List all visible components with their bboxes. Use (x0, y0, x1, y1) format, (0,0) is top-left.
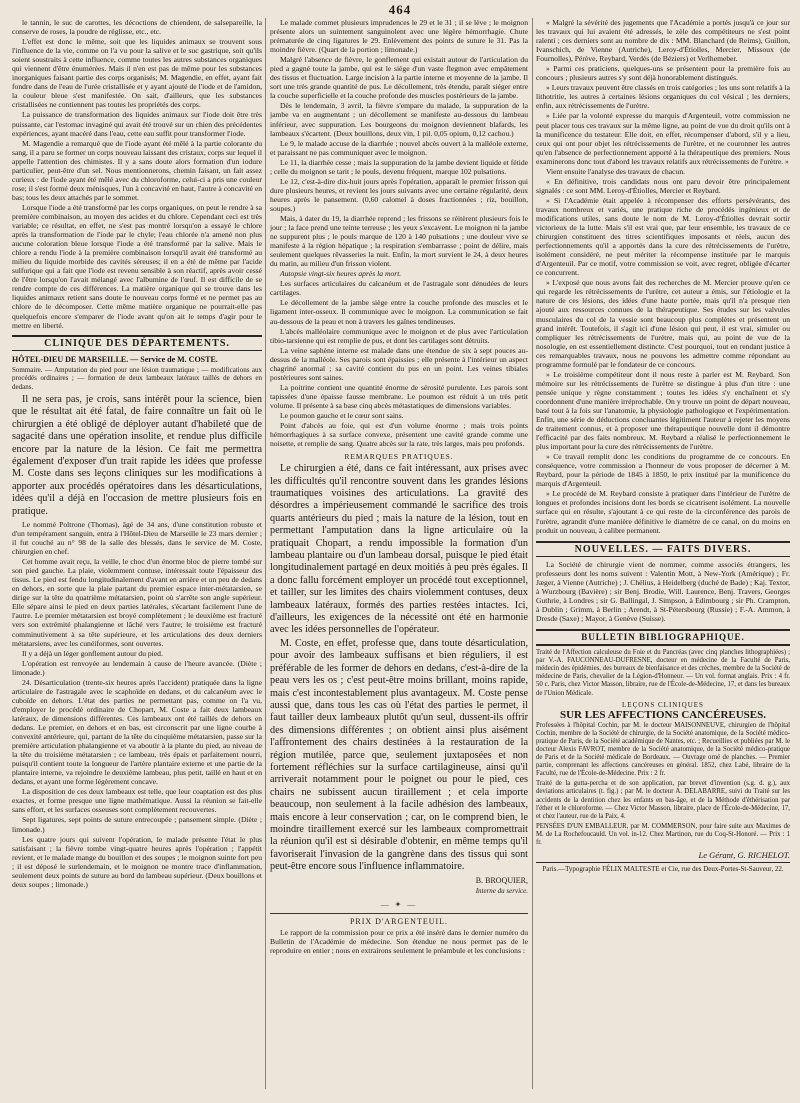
paragraph: La puissance de transformation des liquides animaux sur l'iode doit être très puissante, car l'estomac invaginé qui avait été trouvé sur un chien des précédentes expériences, ayant macéré dans l'eau, cette eau suffit pour transformer l'iode. (12, 110, 262, 138)
paragraph: » Liée par la volonté expresse du marquis d'Argenteuil, votre commission ne peut placer tous ces travaux sur la même ligne, au point de vue du droit qu'ils ont à la munificence du testateur. Elle doit, en effet, récompenser d'abord, s'il y a lieu, ceux qui ont pour objet les rétrécissements de l'urètre, et ne couronner les autres qu'en l'absence de perfectionnement apporté à la thérapeutique des premiers. Nous examinerons donc tout d'abord les travaux relatifs aux rétrécissements de l'urètre. » (536, 111, 790, 166)
paragraph: Les quatre jours qui suivent l'opération, le malade présente l'état le plus satisfaisant ; la fièvre tombe vingt-quatre heures après l'opération ; l'appétit revient, et le malade mange du bouillon et des soupes ; le moignon suinte fort peu ; il est déposé le surlendemain, et le moignon ne montre trace d'inflammation, seulement deux points de suture au bord du lambeau supérieur. (Deux bouillons et deux soupes ; limonade.) (12, 834, 262, 889)
paragraph: » Si l'Académie était appelée à récompenser des efforts persévérants, des travaux nombreux et variés, une pratique riche de procédés ingénieux et de modifications utiles, sans doute le nom de M. Leroy-d'Étiolles devrait sortir victorieux de la lutte. Mais s'il est vrai que, par leur ensemble, les travaux de ce chirurgien constituent des titres scientifiques imposants et réels, aucun des perfectionnements qu'il a apportés dans la cure des rétrécissements de l'urètre, isolément considéré, ne peut mériter la récompense instituée par le marquis d'Argenteuil. Par ce motif, votre commission se voit, avec regret, obligée d'écarter ce concurrent. (536, 195, 790, 278)
paragraph: Cet homme avait reçu, la veille, le choc d'un énorme bloc de pierre tombé sur son pied gauche. La plaie, violemment contuse, intéressait toute l'épaisseur des tissus. Le pied est fendu longitudinalement d'avant en arrière et un peu de dedans en dehors, en sorte que la plaie partant du premier espace inter-métatarsien, se dirige sur la tête du quatrième métatarsien, point où s'arrête son angle supérieur. Elle sépare ainsi le pied en deux parties latérales, s'écartant facilement l'une de l'autre. Le premier métatarsien est broyé complètement ; le deuxième est fracturé vers son extrémité phalangienne et lâché vers l'autre; le troisième est fracturé comminutivement à sa tête supérieure, et les articulations des deux derniers métatarsiens, avec les cunéiformes, sont ouvertes. (12, 557, 262, 648)
ornamental-separator: — ✦ — (380, 899, 418, 909)
paragraph: » Le troisième compétiteur dont il nous reste à parler est M. Reybard. Son mémoire sur les rétrécissements de l'urètre se distingue à plus d'un titre : une pensée unique y règne constamment ; toutes les idées s'y enchaînent et s'y coordonnent d'une manière irréprochable. On y trouve un point de départ nouveau, basé tout à la fois sur l'anatomie, la physiologie pathologique et l'expérimentation. Enfin, une série de déductions concluantes légitiment l'auteur à rejeter les moyens de traitement connus, et à proposer une thérapeutique nouvelle dont il démontre l'efficacité par des faits nombreux. M. Reybard a réalisé le perfectionnement le plus important pour la cure des rétrécissements de l'urètre. (536, 369, 790, 452)
paragraph: Le décollement de la jambe siège entre la couche profonde des muscles et le ligament inter-osseux. Il communique avec le moignon. La communication se fait au-dessous de la peau et non à travers les gaînes tendineuses. (270, 298, 528, 326)
paragraph: Lorsque l'iode a été transformé par les corps organiques, on peut le rendre à sa première combinaison, au moyen des acides et du chlore. Cependant ceci est très variable; ce résultat, en effet, ne s'est pas montré lorsqu'on a essayé le chlore après la transformation de l'iode par le chyle; l'eau chlorée n'a amené non plus aucune coloration bleue lorsque l'iode a été transformé par la salive. Mais le chlore a rendu l'iode à la première combinaison lorsqu'il avait été transformé au milieu du liquide morbide des cavités séreuses; il en a été de même par l'acide sulfurique qui a fait que l'iode est revenu sensible à son réactif, après avoir cessé de l'être lorsqu'on l'avait mélangé avec l'albumine de l'œuf. Il est difficile de se rendre compte de ces différences. La matière organique qui se trouve dans les liquides animaux retient sans doute le nouveau corps formé et ne permet pas au chlore de le décomposer. Cette même matière organique ne pourrait-elle pas quelquefois encore s'emparer de l'iode avant qu'on ait le temps d'agir pour le mettre en liberté. (12, 202, 262, 330)
column-left (12, 18, 262, 1089)
paragraph: L'opération est renvoyée au lendemain à cause de l'heure avancée. (Diète ; limonade.) (12, 658, 262, 677)
column-right (536, 18, 790, 1089)
section-heading-clinique: CLINIQUE DES DÉPARTEMENTS. (12, 335, 262, 351)
paragraph: » Leurs travaux peuvent être classés en trois catégories ; les uns sont relatifs à la lithotritie, les autres à certaines lésions organiques du col vésical ; les derniers, enfin, aux rétrécissements de l'urètre. (536, 83, 790, 111)
hospital-heading: HÔTEL-DIEU DE MARSEILLE. — Service de M. COSTE. (12, 354, 218, 364)
column-rule (265, 18, 266, 1089)
column-middle (270, 18, 528, 1089)
paragraph: Il ne sera pas, je crois, sans intérêt pour la science, bien que le résultat ait été fatal, de faire connaître un fait où le chirurgien a été obligé de déployer autant d'habileté que de sagacité dans une opération insolite, et rendue plus difficile encore par la nature de la lésion. Ce fait me permettra également d'exposer d'un trait rapide les idées que professe M. Coste dans ses leçons cliniques sur les modifications à apporter aux procédés opératoires dans les désarticulations, idées qu'il a déjà en l'occasion de mettre plusieurs fois en pratique. (12, 393, 262, 517)
paragraph: Le chirurgien a été, dans ce fait intéressant, aux prises avec les difficultés qu'il rencontre souvent dans les grandes lésions traumatiques voisines des articulations. La gravité des désordres a impérieusement commandé le sacrifice des trois quarts antérieurs du pied ; mais la nature de la lésion, tout en permettant l'amputation dans la ligne articulaire où la pratiquait Chopart, a rendu impossible la formation d'un lambeau plantaire ou d'un lambeau dorsal, puisque le pied était longitudinalement partagé en deux moitiés à peu près égales. Il a donc fallu forcément employer un procédé tout exceptionnel, et tailler, sur les limites des chairs violemment contuses, deux lambeaux latéraux, formés des parties restées intactes. Ici, d'ailleurs, les exigences de la nécessité ont été en harmonie avec les idées personnelles de l'opérateur. (270, 463, 528, 636)
bulletin-bibliographique-heading: BULLETIN BIBLIOGRAPHIQUE. (536, 629, 790, 646)
bibliography-entry: Traité de l'Affection calculeuse du Foie et du Pancréas (avec cinq planches lithographiées) ; par V.-A. FAUCONNEAU-DUFRESNE, docteur en médecine de la Faculté de Paris, médecin des épidémies, des bureaux de bienfaisance et des crèches, membre de la Société de médecine de Paris, chevalier de la Légion-d'Honneur. — Un vol. format anglais. Prix : 4 fr. 50 c. Paris, chez Victor Masson, libraire, rue de l'École-de-Médecine, 17, et dans les bureaux de l'Union Médicale. (536, 649, 790, 697)
bibliography-entry: PENSÉES D'UN EMBALLEUR, par M. COMMERSON, pour faire suite aux Maximes de M. de La Rochefoucauld. Un vol. in-12. Chez Martinon, rue du Coq-St-Honoré. — Prix : 1 fr. (536, 822, 790, 847)
paragraph: Le 12, c'est-à-dire dix-huit jours après l'opération, apparaît le premier frisson qui dure plusieurs heures, et revient les jours suivants avec une certaine régularité, deux heures après le pansement. (0,60 calomel à doses fractionnées ; riz, bouillon, soupes.) (270, 176, 528, 213)
summary: Sommaire. — Amputation du pied pour une lésion traumatique ; — modifications aux procédés ordinaires ; — formation de deux lambeaux latéraux taillés de dehors en dedans. (12, 365, 262, 391)
paragraph: Mais, à dater du 19, la diarrhée reprend ; les frissons se réitèrent plusieurs fois le jour ; la face prend une teinte terreuse ; les yeux s'excavent. Le moignon ni la jambe ne suppurent plus ; le pouls marque de 120 à 140 pulsations ; une douleur vive se manifeste à la région hépatique ; la respiration s'embarrasse ; point de délire, mais seulement quelques rêvasseries la nuit. Enfin, la mort survient le 24, à deux heures du matin, au milieu d'un frisson violent. (270, 213, 528, 269)
lecons-heading: LEÇONS CLINIQUES (622, 700, 704, 709)
paragraph: Malgré l'absence de fièvre, le gonflement qui existait autour de l'articulation du pied a gagné toute la jambe, qui est le siège d'un vaste flegmon avec empâtement des tissus et fluctuation. Large incision à la partie interne et moyenne de la jambe. Il sort une très grande quantité de pus. Le décollement, très étendu, paraît siéger entre la couche superficielle et la couche profonde des muscles postérieurs de la jambe. (270, 55, 528, 101)
paragraph: » L'exposé que nous avons fait des recherches de M. Mercier prouve qu'en ce qui regarde les rétrécissements de l'urètre, cet auteur a émis, sur l'étiologie et la nature de ces lésions, des idées d'une haute portée, mais qu'il n'a presque rien ajouté aux ressources connues de la thérapeutique. Ses études sur les valvules musculaires du col de la vessie sont beaucoup plus complètes et présentent un grand intérêt. Toutefois, il s'agit ici d'une lésion qui peut, il est vrai, simuler ou compliquer les rétrécissements de l'urètre, mais qui, au point de vue de la nosologie, en est essentiellement distincte. C'est pourquoi, tout en rendant justice à ces remarquables travaux, nous ne pouvons les admettre comme répondant au programme formulé par le fondateur de ce concours. (536, 278, 790, 369)
paragraph: 24. Désarticulation (trente-six heures après l'accident) pratiquée dans la ligne articulaire de l'astragale avec le scaphoïde en dedans, et du calcanéum avec le cuboïde en dehors. L'état des parties ne permettant pas, comme on l'a vu, d'employer le procédé ordinaire de Chopart, M. Coste a fait deux lambeaux latéraux, de dimensions différentes. Ces lambeaux ont été taillés de dehors en dedans. Le premier, en dehors et en bas, est circonscrit par une ligne courbe à convexité antérieure, qui, partant de la tête du cinquième métatarsien, passe sur la première articulation phalangienne et va aboutir à la plante du pied, au niveau de la tête du troisième métatarsien ; ce lambeau, très épais et parfaitement nourri, puisqu'il contient toute la longueur de l'artère plantaire externe et une partie de la plantaire interne, va rejoindre le deuxième lambeau, plus petit, taillé en haut et en dedans, et ayant une forme légèrement concave. (12, 677, 262, 787)
author-signature: B. BROQUIER, (475, 875, 528, 885)
paragraph: Le nommé Poltrone (Thomas), âgé de 34 ans, d'une constitution robuste et d'un tempérament sanguin, entra à l'Hôtel-Dieu de Marseille le 23 mars dernier ; il fut couché au n° 98 de la salle des blessés, dans le service de M. Coste, chirurgien en chef. (12, 519, 262, 557)
intro-block (12, 394, 262, 518)
paragraph: M. Magendie a remarqué que de l'iode ayant été mêlé à la partie colorante du sang, il a paru se former un corps nouveau laissant des cristaux, corps sur lequel il appelle l'attention des chimistes. Il y a sans doute alors formation d'un iodure particulier, peut-être d'un sel. Nous mentionnerons, chemin faisant, un fait assez curieux : de l'iode ayant été mêlé avec du chloroforme, celui-ci a pris une couleur rose; il s'est formé deux ménisques, l'un à concavité en haut, l'autre à concavité en bas; tous les deux attachés par le sommet. (12, 138, 262, 202)
paragraph: Il y a déjà un léger gonflement autour du pied. (22, 648, 163, 658)
paragraph: » Ce travail remplit donc les conditions du programme de ce concours. En conséquence, votre commission a l'honneur de vous proposer de décerner à M. Reybard, pour la période de 1845 à 1850, le prix institué par la munificence du marquis d'Argenteuil. (536, 452, 790, 489)
paragraph: Sept ligatures, sept points de suture entrecoupée ; pansement simple. (Diète ; limonade.) (12, 815, 262, 834)
paragraph: La disposition de ces deux lambeaux est telle, que leur coaptation est des plus exactes, et forme presque une ligne mathématique. Aussi la réunion se fait-elle sans effort, et les surfaces osseuses sont complètement recouvertes. (12, 787, 262, 815)
paragraph: La Société de chirurgie vient de nommer, comme associés étrangers, les professeurs dont les noms suivent : Valentin Mott, à New-York (Amérique) ; Fr. Jæger, à Vienne (Autriche) ; J. Chélius, à Heidelberg (duché de Bade) ; Kaj. Textor, à Wurzbourg (Bavière) ; sir Benj. Brodie, Will. Laurence, Benj. Travers, Georges Guthrie, à Londres ; sir G. Ballingal, J. Simpson, à Edimbourg ; sir Ph. Crampton, à Dublin ; Grimm, à Berlin ; Arendt, à St-Pétersbourg (Russie) ; F.-A. Ammon, à Dresde (Saxe) ; Mayor, à Genève (Suisse). (536, 559, 790, 623)
paragraph: M. Coste, en effet, professe que, dans toute désarticulation, pour avoir des lambeaux suffisans et bien réguliers, il est préférable de les former de dehors en dedans, c'est-à-dire de la peau vers les os ; c'est peut-être moins brillant, moins rapide, mais c'est incontestablement plus avantageux. M. Coste pense aussi que, dans tous les cas où l'état des parties le permet, il faut tailler deux lambeaux plutôt qu'un seul, dussent-ils offrir des dimensions différentes ; on obtient ainsi plus aisément l'affrontement des chairs destinées à la restauration de la région mutilée, parce que, seulement juxtaposées et non fortement réfléchies sur la surface cartilagineuse, ainsi qu'il arriverait notamment pour le poignet ou pour le pied, ces chairs ne subissent aucun tiraillement ; et cela importe beaucoup, non seulement à la facile adhésion des lambeaux, mais encore à leur conservation ; car, on le comprend bien, le moindre tiraillement exercé sur les lambeaux compromettrait la réunion qu'il est si désirable d'obtenir, en même temps qu'il favoriserait l'invasion de la gangrène dans des tissus qui sont peut-être encore sous l'influence inflammatoire. (270, 637, 528, 873)
remarks-block (270, 463, 528, 873)
autopsy-heading: Autopsie vingt-six heures après la mort. (280, 269, 402, 279)
paragraph: Le rapport de la commission pour ce prix a été inséré dans le dernier numéro du Bulletin de l'Académie de médecine. Son étendue ne nous permet pas de le reproduire en entier ; nous en extrairons seulement le préambule et les conclusions : (270, 927, 528, 955)
paragraph: » Le procédé de M. Reybard consiste à pratiquer dans l'intérieur de l'urètre de longues et profondes incisions dont les bords se cicatrisent isolément. La nouvelle surface qui en résulte, s'ajoutant à ce qui reste de la circonférence des parois de l'urètre, agrandit d'une manière définitive le diamètre de ce canal, on du moins en produit un nouveau, à calibre permanent. (536, 489, 790, 535)
paragraph: Le 11, la diarrhée cesse ; mais la suppuration de la jambe devient liquide et fétide ; celle du moignon se tarit ; le pouls, devenu fréquent, marque 102 pulsations. (270, 157, 528, 176)
paragraph: Le 9, le malade accuse de la diarrhée ; nouvel abcès ouvert à la malléole externe, et paraissant ne pas communiquer avec le moignon. (270, 138, 528, 157)
paragraph: Dès le lendemain, 3 avril, la fièvre s'empare du malade, la suppuration de la jambe va en augmentant ; un décollement se manifeste au-dessous du lambeau inférieur, avec suppuration. Les bourgeons du moignon deviennent blafards, les lambeaux s'écartent. (Deux bouillons, deux vin, 1 pil. 0,05 opium, 0,12 cachou.) (270, 101, 528, 138)
paragraph: L'effet est donc le même, soit que les liquides animaux se trouvent sous l'influence de la vie, comme on l'a vu pour la salive et le suc gastrique, soit qu'ils soient soustraits à cette influence, comme toutes les autres substances organiques qui viennent d'être énumérées. Mais il n'en est pas de même pour les substances inorganiques faisant partie des corps organisés; M. Magendie, en effet, ayant fait fondre dans de l'eau de l'urée cristallisée et y ayant ajouté de l'iode et de l'amidon, la couleur bleue s'est manifestée. On sait, d'ailleurs, que les substances cristallisées ne contiennent pas toutes les propriétés des corps. (12, 37, 262, 110)
lecons-title: SUR LES AFFECTIONS CANCÉREUSES. (560, 708, 766, 721)
faits-divers-heading: NOUVELLES. — FAITS DIVERS. (536, 541, 790, 557)
paragraph: L'abcès malléolaire communique avec le moignon et de plus avec l'articulation tibio-tarsienne qui est remplie de pus, et dont les cartilages sont détruits. (270, 326, 528, 345)
paragraph: Les surfaces articulaires du calcanéum et de l'astragale sont dénudées de leurs cartilages. (270, 279, 528, 298)
author-role: Interne du service. (475, 886, 528, 895)
paragraph: Le poumon gauche et le cœur sont sains. (280, 410, 404, 420)
paragraph: La poitrine contient une quantité énorme de sérosité purulente. Les parois sont tapissées d'une épaisse fausse membrane. Le poumon est réduit à un très petit volume. Il présente à sa base cinq abcès métastatiques de dimensions variables. (270, 382, 528, 410)
remarques-heading: REMARQUES PRATIQUES. (344, 452, 454, 462)
printer-imprint: Paris.—Typographie FÉLIX MALTESTE et Cie, rue des Deux-Portes-St-Sauveur, 22. (542, 865, 784, 874)
column-rule (532, 18, 533, 1089)
paragraph: Point d'abcès au foie, qui est d'un volume énorme ; mais trois points hémorrhagiques à sa surface convexe, présentent une cavité grande comme une noisette, et remplie de sang. Quatre abcès sur la rate, très larges, mais peu profonds. (270, 421, 528, 449)
paragraph: Vient ensuite l'analyse des travaux de chacun. (546, 166, 686, 176)
paragraph: » Parmi ces praticiens, quelques-uns se présentent pour la première fois au concours ; plusieurs autres s'y sont déjà honorablement distingués. (536, 64, 790, 83)
paragraph: le tannin, le suc de carottes, les décoctions de chiendent, de salsepareille, la conserve de roses, la poudre de réglisse, etc., etc. (12, 18, 262, 37)
bibliography-entry: Traité de la gutta-percha et de son application, par brevet d'invention (s.g. d. g.), aux deviations articulaires (t. fig.) ; par M. le docteur A. DELABARRE, suivi du Traité sur les accidents de la dentition chez les enfants en bas-âge, et de la Méthode d'éthérisation par l'éther et le chloroforme. — Chez Victor Masson, libraire, place de l'École-de-Médecine, 17, et chez l'auteur, rue de la Paix, 4. (536, 780, 790, 820)
page-number: 464 (388, 2, 412, 17)
bibliography-entry: Professées à l'hôpital Cochin, par M. le docteur MAISONNEUVE, chirurgien de l'hôpital Cochin, membre de la Société de chirurgie, de la Société anatomique, de la Société médico-pratique de Paris, de la Société académique de Nantes, etc. ; Recueillies et publiées par M. le docteur Alexis FAVROT, membre de la Société anatomique, de la Société médico-pratique de Paris et de la Société médicale de Bordeaux. — Ouvrage orné de planches. — Premier partie, comprenant les affections cancéreuses en général. 1852, chez Labé, libraire de la Faculté, rue de l'École-de-Médecine. Prix : 2 fr. (536, 721, 790, 778)
paragraph: « Malgré la sévérité des jugements que l'Académie a portés jusqu'à ce jour sur les travaux qui lui avaient été adressés, le zèle des compétiteurs ne s'est point ralenti ; ces derniers sont au nombre de dix : MM. Blanchard (de Reims), Guillon, Ivanschich, de Vienne (Autriche), Leroy-d'Étiolles, Mercier, Missoux (de Fournolles), Pérève, Reybard, Verdès (de Béziers) et Verlhemeber. (536, 18, 790, 64)
prix-heading: PRIX D'ARGENTEUIL. (270, 913, 528, 926)
paragraph: Le malade commet plusieurs imprudences le 29 et le 31 ; il se lève ; le moignon présente alors un suintement sanguinolent avec une légère hémorrhagie. Chute prématurée de cinq ligatures le 29. Enlèvement des points de suture le 31. Pas la moindre fièvre. (Quart de la portion ; limonade.) (270, 18, 528, 55)
paragraph: « En définitive, trois candidats nous ont paru devoir être principalement signalés : ce sont MM. Leroy-d'Étiolles, Mercier et Reybard. (536, 176, 790, 195)
paragraph: La veine saphène interne est malade dans une étendue de six à sept pouces au-dessus de la malléole. Ses parois sont épaissies ; elle présente à l'intérieur un aspect chagriné anormal ; sa cavité contient du pus en un point. Les veines tibiales postérieures sont saines. (270, 345, 528, 382)
gerant-signature: Le Gérant, G. RICHELOT. (536, 851, 790, 863)
